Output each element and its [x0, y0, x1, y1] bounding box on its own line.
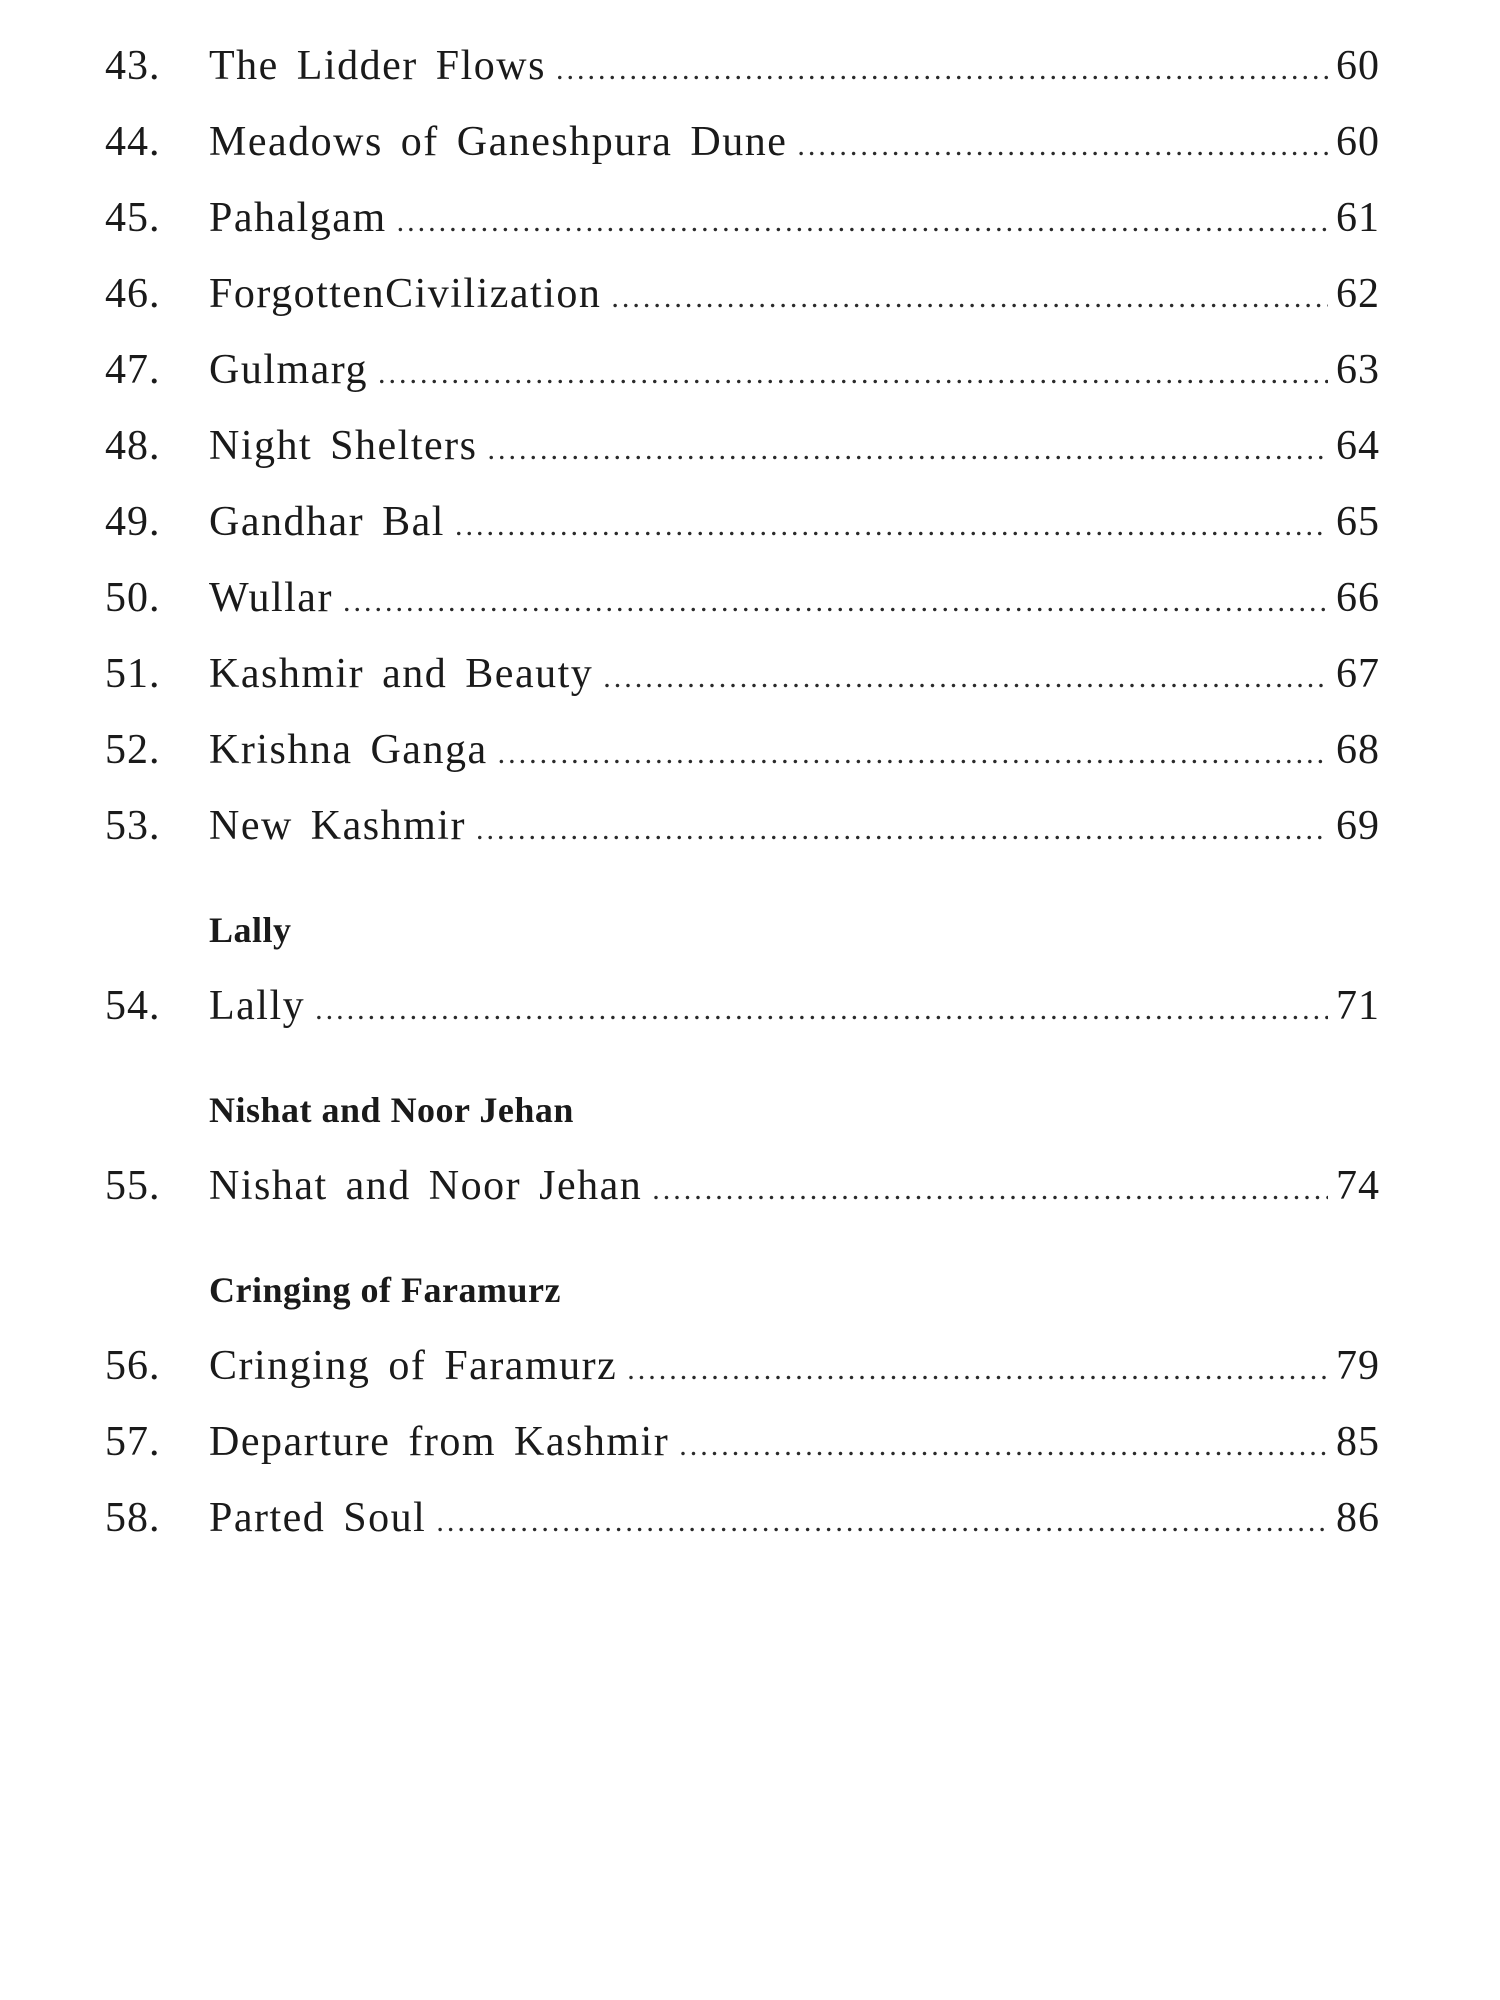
entry-number: 54. [105, 983, 161, 1029]
entry-title: ForgottenCivilization [209, 271, 602, 317]
entry-title: Parted Soul [209, 1495, 427, 1541]
entry-page: 79 [1336, 1343, 1380, 1389]
dot-leader [679, 1408, 1328, 1484]
entry-title: Night Shelters [209, 423, 478, 469]
dot-leader [436, 1484, 1328, 1560]
entry-number: 52. [105, 727, 161, 773]
section-heading-cringing: Cringing of Faramurz [209, 1270, 561, 1310]
entry-page: 63 [1336, 347, 1380, 393]
dot-leader [378, 336, 1328, 412]
entry-title: Gulmarg [209, 347, 369, 393]
dot-leader [611, 260, 1328, 336]
section-heading-lally: Lally [209, 910, 292, 950]
entry-page: 68 [1336, 727, 1380, 773]
dot-leader [627, 1332, 1328, 1408]
entry-page: 85 [1336, 1419, 1380, 1465]
entry-number: 46. [105, 271, 161, 317]
entry-number: 51. [105, 651, 161, 697]
entry-page: 60 [1336, 119, 1380, 165]
toc-entry [105, 28, 1380, 104]
entry-title: Cringing of Faramurz [209, 1343, 618, 1389]
entry-number: 53. [105, 803, 161, 849]
entry-page: 60 [1336, 43, 1380, 89]
entry-number: 50. [105, 575, 161, 621]
toc-entry [105, 408, 1380, 484]
dot-leader [556, 32, 1328, 108]
dot-leader [343, 564, 1328, 640]
toc-entry [105, 1404, 1380, 1480]
toc-entry [105, 560, 1380, 636]
section-heading-nishat: Nishat and Noor Jehan [209, 1090, 574, 1130]
entry-page: 61 [1336, 195, 1380, 241]
entry-number: 47. [105, 347, 161, 393]
entry-title: Nishat and Noor Jehan [209, 1163, 643, 1209]
entry-title: Gandhar Bal [209, 499, 445, 545]
toc-entry [105, 256, 1380, 332]
entry-number: 48. [105, 423, 161, 469]
toc-entry [105, 180, 1380, 256]
dot-leader [315, 972, 1328, 1048]
entry-title: New Kashmir [209, 803, 466, 849]
entry-title: Wullar [209, 575, 333, 621]
toc-entry [105, 1328, 1380, 1404]
entry-title: Departure from Kashmir [209, 1419, 670, 1465]
entry-number: 57. [105, 1419, 161, 1465]
dot-leader [487, 412, 1328, 488]
entry-page: 71 [1336, 983, 1380, 1029]
toc-entry [105, 968, 1380, 1044]
dot-leader [652, 1152, 1328, 1228]
dot-leader [476, 792, 1328, 868]
entry-title: Lally [209, 983, 306, 1029]
toc-entry [105, 104, 1380, 180]
entry-number: 45. [105, 195, 161, 241]
toc-entry [105, 712, 1380, 788]
dot-leader [397, 184, 1328, 260]
entry-title: Kashmir and Beauty [209, 651, 594, 697]
entry-page: 65 [1336, 499, 1380, 545]
toc-entry [105, 1480, 1380, 1556]
entry-title: The Lidder Flows [209, 43, 546, 89]
dot-leader [498, 716, 1328, 792]
dot-leader [455, 488, 1328, 564]
entry-number: 44. [105, 119, 161, 165]
entry-page: 62 [1336, 271, 1380, 317]
entry-title: Meadows of Ganeshpura Dune [209, 119, 788, 165]
toc-entry [105, 636, 1380, 712]
entry-number: 56. [105, 1343, 161, 1389]
toc-entry [105, 484, 1380, 560]
entry-title: Pahalgam [209, 195, 387, 241]
entry-page: 69 [1336, 803, 1380, 849]
entry-page: 66 [1336, 575, 1380, 621]
table-of-contents [105, 28, 1380, 1556]
entry-number: 58. [105, 1495, 161, 1541]
toc-entry [105, 332, 1380, 408]
entry-page: 67 [1336, 651, 1380, 697]
entry-title: Krishna Ganga [209, 727, 488, 773]
dot-leader [797, 108, 1328, 184]
entry-number: 43. [105, 43, 161, 89]
entry-number: 55. [105, 1163, 161, 1209]
entry-page: 74 [1336, 1163, 1380, 1209]
entry-page: 86 [1336, 1495, 1380, 1541]
dot-leader [603, 640, 1328, 716]
entry-page: 64 [1336, 423, 1380, 469]
toc-entry [105, 1148, 1380, 1224]
entry-number: 49. [105, 499, 161, 545]
toc-entry [105, 788, 1380, 864]
